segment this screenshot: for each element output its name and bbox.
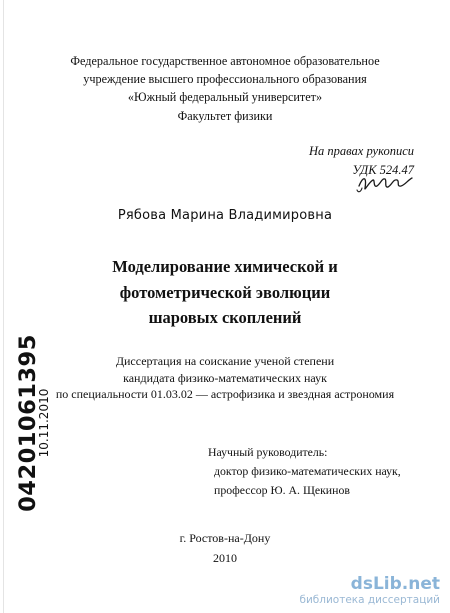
- supervisor-degree: доктор физико-математических наук,: [214, 464, 401, 478]
- manuscript-label: На правах рукописи: [309, 144, 414, 158]
- stamp-number: 04201061395: [15, 334, 41, 512]
- title-line-1: Моделирование химической и: [112, 257, 338, 276]
- city-name: г. Ростов-на-Дону: [179, 531, 271, 545]
- specialty-line: по специальности 01.03.02 — астрофизика и звездная астрономия: [55, 387, 395, 401]
- faculty-name: Факультет физики: [177, 109, 273, 123]
- title-line-3: шаровых скоплений: [148, 308, 302, 327]
- supervisor-label: Научный руководитель:: [208, 445, 328, 459]
- place-and-year: [0, 528, 450, 568]
- udk-code: УДК 524.47: [352, 163, 414, 177]
- degree-line-2: кандидата физико-математических наук: [123, 370, 327, 385]
- degree-statement: [0, 353, 450, 403]
- handwritten-signature: [355, 170, 415, 196]
- title-line-2: фотометрической эволюции: [119, 282, 331, 302]
- stamp-date: 10.11.2010: [37, 388, 51, 458]
- library-stamp: [6, 334, 51, 512]
- institution-line-3: «Южный федеральный университет»: [127, 90, 323, 104]
- institution-header: [0, 52, 450, 125]
- year: 2010: [213, 551, 237, 565]
- dissertation-title: [0, 254, 450, 331]
- author-name: Рябова Марина Владимировна: [117, 208, 333, 223]
- supervisor-name: профессор Ю. А. Щекинов: [214, 483, 350, 497]
- degree-line-1: Диссертация на соискание ученой степени: [115, 354, 335, 368]
- supervisor-block: [208, 443, 401, 500]
- watermark-brand: dsLib.net: [350, 574, 440, 594]
- institution-line-2: учреждение высшего профессионального образования: [83, 72, 367, 86]
- watermark-subtitle: библиотека диссертаций: [299, 594, 440, 606]
- watermark-link[interactable]: [299, 574, 440, 607]
- institution-line-1: Федеральное государственное автономное образовательное: [70, 54, 380, 68]
